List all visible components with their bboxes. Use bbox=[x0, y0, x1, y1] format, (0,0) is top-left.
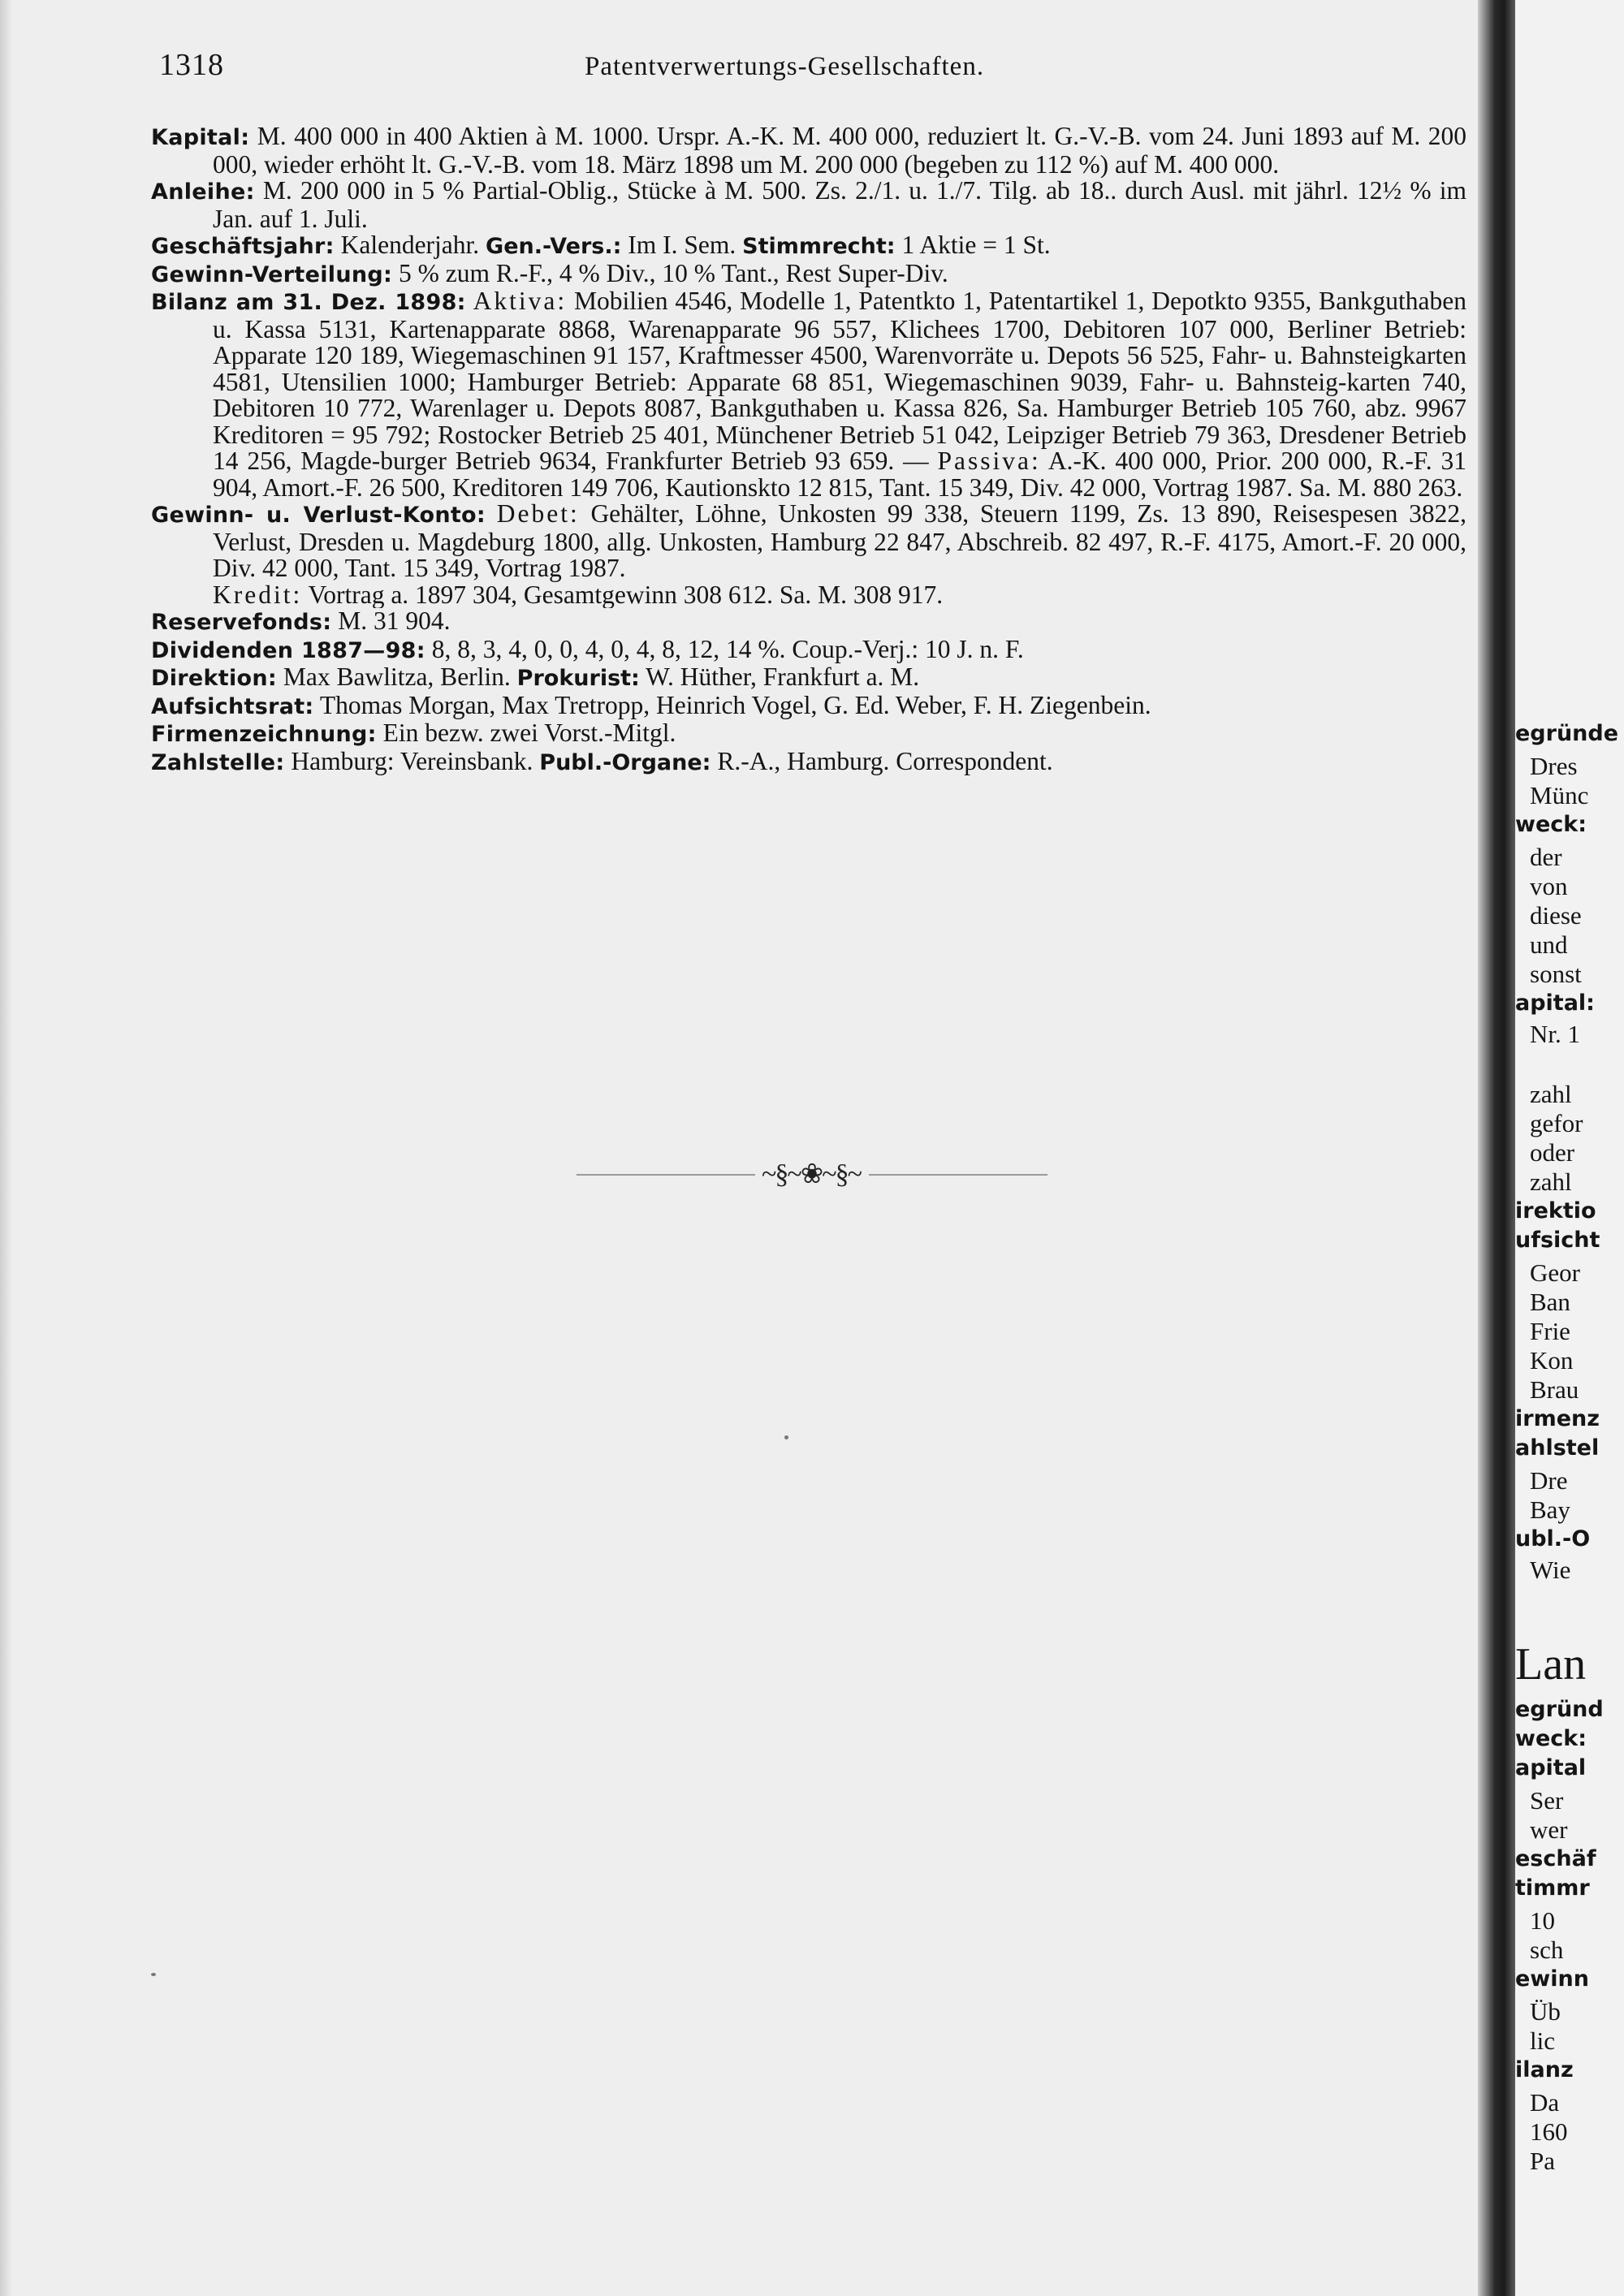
adjacent-page-text: zahl bbox=[1530, 1167, 1572, 1196]
debet-heading: Debet: bbox=[496, 501, 580, 528]
print-speck bbox=[151, 1973, 156, 1976]
adjacent-page-text: Ban bbox=[1530, 1288, 1570, 1316]
ornament-icon: ~§~❀~§~ bbox=[762, 1159, 862, 1189]
entry-reservefonds bbox=[151, 608, 1466, 637]
adjacent-page-text: irmenz bbox=[1515, 1406, 1600, 1431]
adjacent-page-text: lic bbox=[1530, 2026, 1555, 2055]
adjacent-page-text: weck: bbox=[1515, 1726, 1587, 1751]
entry-label-dividenden: Dividenden 1887—98: bbox=[151, 637, 425, 663]
adjacent-page-text: Pa bbox=[1530, 2147, 1555, 2175]
inline-label-gen-vers: Gen.-Vers.: bbox=[486, 234, 622, 259]
adjacent-page-text: ubl.-O bbox=[1515, 1526, 1591, 1552]
entry-text-prokurist: W. Hüther, Frankfurt a. M. bbox=[646, 664, 920, 691]
entry-text-gen-vers: Im I. Sem. bbox=[628, 232, 736, 259]
adjacent-page-text: zahl bbox=[1530, 1080, 1572, 1108]
entry-label-zahlstelle: Zahlstelle: bbox=[151, 749, 285, 775]
adjacent-page-text: irektio bbox=[1515, 1198, 1596, 1224]
adjacent-page-text: apital: bbox=[1515, 990, 1595, 1016]
print-speck bbox=[784, 1435, 788, 1439]
entry-text-stimmrecht: 1 Aktie = 1 St. bbox=[901, 232, 1051, 259]
divider-rule-right bbox=[869, 1174, 1047, 1176]
entry-firmenzeichnung bbox=[151, 720, 1466, 749]
kredit-heading: Kredit: bbox=[213, 581, 303, 608]
entry-text-anleihe: M. 200 000 in 5 % Partial-Oblig., Stücke à M. 500. Zs. 2./1. u. 1./7. Tilg. ab 18.. durch Ausl. mit jährl. 12½ % im Jan. auf 1. Juli. bbox=[213, 178, 1466, 232]
entry-text-aufsichtsrat: Thomas Morgan, Max Tretropp, Heinrich Vogel, G. Ed. Weber, F. H. Ziegenbein. bbox=[319, 692, 1151, 719]
entry-text-kapital: M. 400 000 in 400 Aktien à M. 1000. Urspr. A.-K. M. 400 000, reduziert lt. G.-V.-B. vom 24. Juni 1893 auf M. 200 000, wieder erhöht lt. G.-V.-B. vom 18. März 1898 um M. 200 000 (begeben zu 112 %) auf M. 400 000. bbox=[213, 123, 1466, 178]
page-edge-shadow bbox=[0, 0, 11, 2296]
entry-bilanz bbox=[151, 288, 1466, 501]
adjacent-page-text: ewinn bbox=[1515, 1966, 1589, 1992]
entry-kapital bbox=[151, 123, 1466, 178]
entry-label-kapital: Kapital: bbox=[151, 125, 250, 150]
entry-text-zahlstelle: Hamburg: Vereinsbank. bbox=[291, 748, 533, 775]
company-entry-list bbox=[151, 123, 1466, 776]
adjacent-page-text: egründe bbox=[1515, 721, 1619, 746]
entry-gewinn-verlust-konto bbox=[151, 501, 1466, 582]
adjacent-page-text: egründ bbox=[1515, 1697, 1604, 1722]
adjacent-page-text: Üb bbox=[1530, 1997, 1561, 2026]
page-header bbox=[0, 47, 1478, 93]
adjacent-page-text: 160 bbox=[1530, 2117, 1568, 2146]
adjacent-page-text: und bbox=[1530, 930, 1568, 959]
entry-text-passiva: A.-K. 400 000, Prior. 200 000, R.-F. 31 904, Amort.-F. 26 500, Kreditoren 149 706, Kautionskto 12 815, Tant. 15 349, Div. 42 000, Vortrag 1987. Sa. M. 880 263. bbox=[213, 447, 1466, 501]
entry-anleihe bbox=[151, 178, 1466, 232]
adjacent-page-text: Dre bbox=[1530, 1466, 1568, 1495]
entry-label-geschaeftsjahr: Geschäftsjahr: bbox=[151, 234, 335, 259]
adjacent-page-text: timmr bbox=[1515, 1875, 1590, 1901]
entry-aufsichtsrat bbox=[151, 693, 1466, 721]
divider-rule-left bbox=[577, 1174, 755, 1176]
adjacent-page-text: oder bbox=[1530, 1138, 1575, 1167]
adjacent-page-text: wer bbox=[1530, 1815, 1568, 1844]
adjacent-page-text: sch bbox=[1530, 1936, 1564, 1964]
page-number: 1318 bbox=[159, 48, 224, 82]
adjacent-page-text: apital bbox=[1515, 1755, 1587, 1780]
inline-label-publ-organe: Publ.-Organe: bbox=[539, 749, 711, 775]
entry-label-bilanz: Bilanz am 31. Dez. 1898: bbox=[151, 290, 466, 315]
adjacent-page-text: Da bbox=[1530, 2088, 1560, 2117]
entry-text-kredit: Vortrag a. 1897 304, Gesamtgewinn 308 612. Sa. M. 308 917. bbox=[308, 581, 944, 608]
adjacent-page-text: Bay bbox=[1530, 1495, 1570, 1524]
entry-text-publ-organe: R.-A., Hamburg. Correspondent. bbox=[717, 748, 1053, 775]
book-binding-gutter bbox=[1478, 0, 1515, 2296]
section-divider-ornament bbox=[577, 1159, 1047, 1189]
passiva-heading: Passiva: bbox=[937, 447, 1041, 475]
adjacent-page-text: ufsicht bbox=[1515, 1228, 1600, 1253]
entry-direktion bbox=[151, 664, 1466, 693]
adjacent-page-fragment bbox=[1515, 0, 1624, 2296]
adjacent-page-text: der bbox=[1530, 843, 1562, 871]
adjacent-page-text: Nr. 1 bbox=[1530, 1020, 1580, 1048]
entry-label-gewinn-verteilung: Gewinn-Verteilung: bbox=[151, 261, 393, 287]
entry-dividenden bbox=[151, 637, 1466, 665]
adjacent-page-text: Frie bbox=[1530, 1317, 1570, 1345]
entry-label-direktion: Direktion: bbox=[151, 666, 277, 691]
entry-text-gewinn-verteilung: 5 % zum R.-F., 4 % Div., 10 % Tant., Rest Super-Div. bbox=[398, 260, 948, 287]
entry-text-reservefonds: M. 31 904. bbox=[338, 608, 451, 635]
entry-label-firmenzeichnung: Firmenzeichnung: bbox=[151, 722, 377, 747]
entry-label-aufsichtsrat: Aufsichtsrat: bbox=[151, 693, 314, 719]
adjacent-page-text: von bbox=[1530, 872, 1568, 900]
running-head: Patentverwertungs-Gesellschaften. bbox=[585, 52, 985, 81]
adjacent-page-text: sonst bbox=[1530, 960, 1582, 988]
entry-text-firmenzeichnung: Ein bezw. zwei Vorst.-Mitgl. bbox=[382, 720, 676, 747]
entry-text-geschaeftsjahr: Kalenderjahr. bbox=[340, 232, 480, 259]
entry-label-anleihe: Anleihe: bbox=[151, 179, 255, 205]
adjacent-page-text: ilanz bbox=[1515, 2057, 1574, 2082]
adjacent-page-text: Lan bbox=[1515, 1639, 1587, 1690]
adjacent-page-text: 10 bbox=[1530, 1906, 1555, 1935]
entry-text-dividenden: 8, 8, 3, 4, 0, 0, 4, 0, 4, 8, 12, 14 %. Coup.-Verj.: 10 J. n. F. bbox=[431, 636, 1024, 663]
adjacent-page-text: Kon bbox=[1530, 1346, 1574, 1375]
entry-label-gewinn-verlust-konto: Gewinn- u. Verlust-Konto: bbox=[151, 503, 486, 528]
inline-label-prokurist: Prokurist: bbox=[516, 666, 640, 691]
adjacent-page-text: Ser bbox=[1530, 1786, 1564, 1815]
entry-geschaeftsjahr bbox=[151, 232, 1466, 261]
adjacent-page-text: Münc bbox=[1530, 781, 1589, 809]
entry-zahlstelle bbox=[151, 749, 1466, 777]
adjacent-page-text: eschäf bbox=[1515, 1846, 1596, 1871]
entry-kredit-line bbox=[151, 582, 1466, 609]
adjacent-page-text: Geor bbox=[1530, 1258, 1580, 1287]
inline-label-stimmrecht: Stimmrecht: bbox=[742, 234, 896, 259]
entry-gewinn-verteilung bbox=[151, 261, 1466, 289]
entry-text-direktion: Max Bawlitza, Berlin. bbox=[283, 664, 511, 691]
entry-text-debet: Gehälter, Löhne, Unkosten 99 338, Steuern 1199, Zs. 13 890, Reisespesen 3822, Verlust, Dresden u. Magdeburg 1800, allg. Unkosten, Hamburg 22 847, Abschreib. 82 497, R.-F. 4175, Amort.-F. 20 000, Div. 42 000, Tant. 15 349, Vortrag 1987. bbox=[213, 501, 1466, 582]
entry-text-aktiva: Mobilien 4546, Modelle 1, Patentkto 1, Patentartikel 1, Depotkto 9355, Bankguthaben u. Kassa 5131, Kartenapparate 8868, Warenapparate 96 557, Klichees 1700, Debitoren 107 000, Berliner Betrieb: Apparate 120 189, Wiegemaschinen 91 157, Kraftmesser 4500, Warenvorräte u. Depots 56 525, Fahr- u. Bahnsteigkarten 4581, Utensilien 1000; Hamburger Betrieb: Apparate 68 851, Wiegemaschinen 9039, Fahr- u. Bahnsteig-karten 740, Debitoren 10 772, Warenlager u. Depots 8087, Bankguthaben u. Kassa 826, Sa. Hamburger Betrieb 105 760, abz. 9967 Kreditoren = 95 792; Rostocker Betrieb 25 401, Münchener Betrieb 51 042, Leipziger Betrieb 79 363, Dresdener Betrieb 14 256, Magde-burger Betrieb 9634, Frankfurter Betrieb 93 659. — bbox=[213, 288, 1466, 475]
aktiva-heading: Aktiva: bbox=[473, 288, 568, 315]
adjacent-page-text: Brau bbox=[1530, 1375, 1579, 1404]
adjacent-page-text: gefor bbox=[1530, 1109, 1583, 1137]
adjacent-page-text: ahlstel bbox=[1515, 1435, 1600, 1461]
adjacent-page-text: weck: bbox=[1515, 812, 1587, 837]
entry-label-reservefonds: Reservefonds: bbox=[151, 610, 332, 635]
adjacent-page-text: diese bbox=[1530, 901, 1582, 930]
adjacent-page-text: Wie bbox=[1530, 1556, 1571, 1584]
adjacent-page-text: Dres bbox=[1530, 752, 1578, 780]
